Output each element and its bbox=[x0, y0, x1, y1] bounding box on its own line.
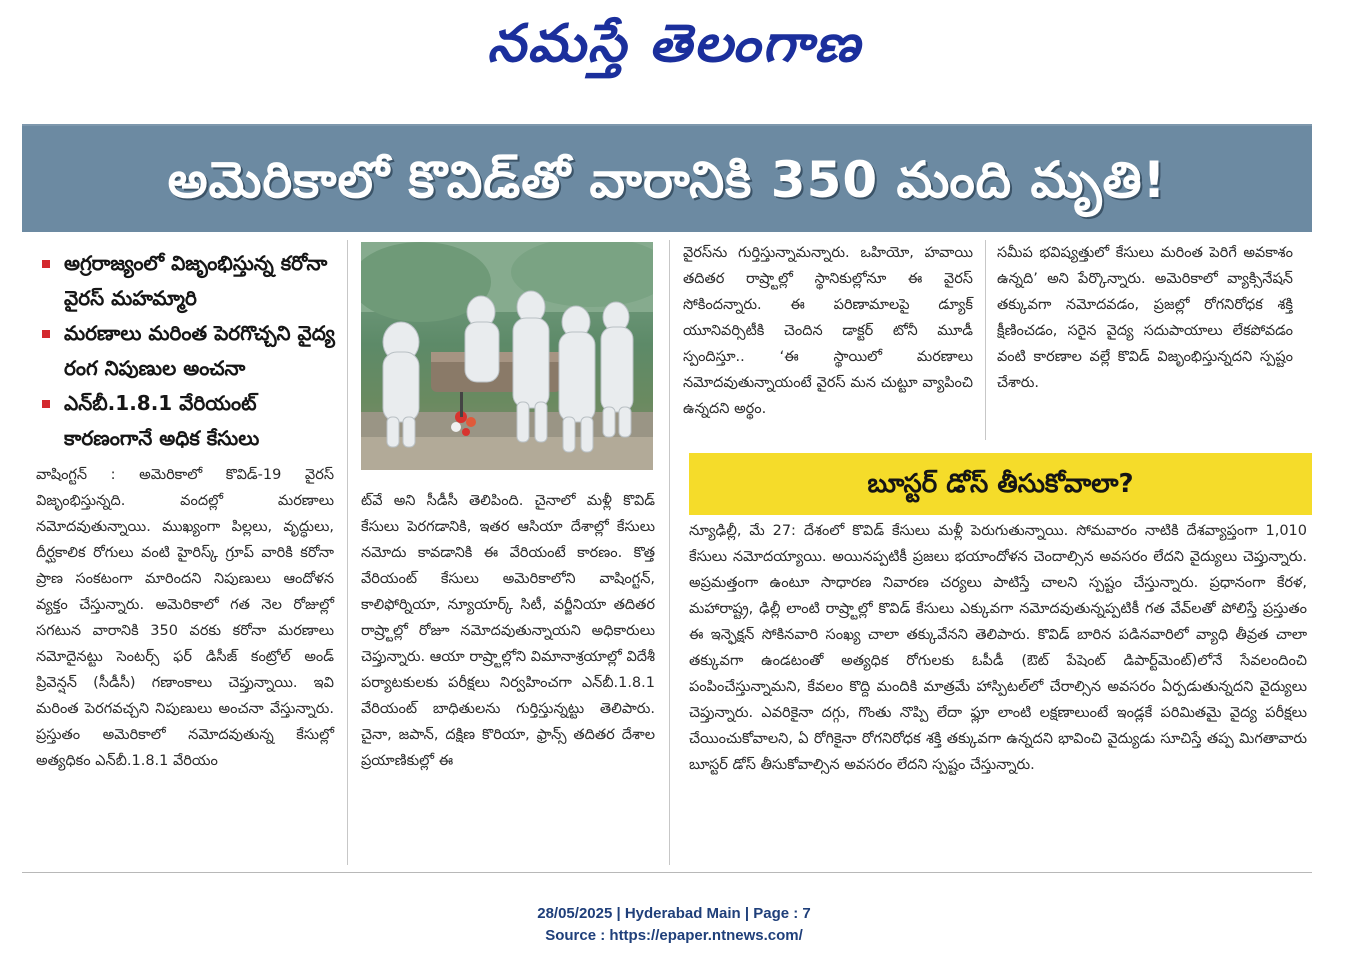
article-column-1 bbox=[36, 462, 334, 774]
bullet-square-icon bbox=[42, 330, 50, 338]
bullet-square-icon bbox=[42, 400, 50, 408]
sub-article-text: న్యూఢిల్లీ, మే 27: దేశంలో కొవిడ్‌ కేసులు మళ్లీ పెరుగుతున్నాయి. సోమవారం నాటికి దేశవ్యాప్తంగా 1,010 కేసులు నమోదయ్యాయి. అయినప్పటికీ ప్రజలు భయాందోళన చెందాల్సిన అవసరం లేదని వైద్యులు చెప్తున్నారు. అప్రమత్తంగా ఉంటూ సాధారణ నివారణ చర్యలు పాటిస్తే చాలని స్పష్టం చేస్తున్నారు. ప్రధానంగా కేరళ, మహారాష్ట్ర, ఢిల్లీ లాంటి రాష్ర్టాల్లో కొవిడ్‌ కేసులు ఎక్కువగా నమోదవుతున్నప్పటికీ గత వేవ్‌లతో పోలిస్తే ప్రస్తుతం ఈ ఇన్ఫెక్షన్‌ సోకినవారి సంఖ్య చాలా తక్కువేనని తెలిపారు. కొవిడ్‌ బారిన పడినవారిలో వ్యాధి తీవ్రత చాలా తక్కువగా ఉండటంతో అత్యధిక రోగులకు ఓపీడీ (ఔట్‌ పేషెంట్‌ డిపార్ట్‌మెంట్‌)లోనే సేవలందించి పంపించేస్తున్నామని, కేవలం కొద్ది మందికి మాత్రమే హాస్పిటల్‌లో చేరాల్సిన అవసరం ఏర్పడుతున్నదని వైద్యులు చెప్తున్నారు. ఎవరికైనా దగ్గు, గొంతు నొప్పి లేదా ఫ్లూ లాంటి లక్షణాలుంటే ఇండ్లకే పరిమితమై వైద్య పరీక్షలు చేయించుకోవాలని, ఏ రోగికైనా రోగనిరోధక శక్తి తక్కువగా ఉన్నదని భావించి వైద్యుడు సూచిస్తే తప్ప మిగతావారు బూస్టర్‌ డోస్‌ తీసుకోవాల్సిన అవసరం లేదని స్పష్టం చేస్తున్నారు. bbox=[689, 523, 1307, 773]
bullet-square-icon bbox=[42, 260, 50, 268]
column-divider bbox=[669, 240, 670, 865]
masthead bbox=[0, 4, 1348, 84]
article-column-4 bbox=[997, 240, 1293, 396]
page-footer bbox=[0, 903, 1348, 947]
bottom-divider bbox=[22, 872, 1312, 873]
footer-source-link[interactable]: Source : https://epaper.ntnews.com/ bbox=[545, 927, 803, 944]
headline-band bbox=[22, 124, 1312, 232]
subhead: బూస్టర్‌ డోస్‌ తీసుకోవాలా? bbox=[867, 469, 1134, 499]
ppe-workers-photo-illustration bbox=[361, 242, 653, 470]
column-divider bbox=[985, 240, 986, 440]
subhead-band bbox=[689, 453, 1312, 515]
bullet-text: మరణాలు మరింత పెరగొచ్చని వైద్య రంగ నిపుణుల అంచనా bbox=[64, 321, 335, 380]
headline: అమెరికాలో కొవిడ్‌తో వారానికి 350 మంది మృతి! bbox=[167, 151, 1167, 209]
column-text: వైరస్‌ను గుర్తిస్తున్నామన్నారు. ఒహియో, హవాయి తదితర రాష్ర్టాల్లో స్థానికుల్లోనూ ఈ వైరస్‌ సోకిందన్నారు. ఈ పరిణామాలపై డ్యూక్‌ యూనివర్సిటీకి చెందిన డాక్టర్‌ టోనీ మూడీ స్పందిస్తూ.. ‘ఈ స్థాయిలో మరణాలు నమోదవుతున్నాయంటే వైరస్‌ మన చుట్టూ వ్యాపించి ఉన్నదని అర్థం. bbox=[683, 245, 973, 417]
column-divider bbox=[347, 240, 348, 865]
news-photo bbox=[361, 242, 653, 470]
bullet-item bbox=[36, 316, 346, 386]
bullet-item bbox=[36, 246, 346, 316]
sub-article-body bbox=[689, 518, 1307, 778]
bullet-text: ఎన్‌బీ.1.8.1 వేరియంట్‌ కారణంగానే అధిక కేసులు bbox=[64, 391, 260, 450]
footer-date-edition: 28/05/2025 | Hyderabad Main | Page : 7 bbox=[537, 905, 811, 922]
article-column-2 bbox=[361, 488, 655, 774]
bullet-text: అగ్రరాజ్యంలో విజృంభిస్తున్న కరోనా వైరస్‌ మహమ్మారి bbox=[64, 251, 328, 310]
column-text: ట్‌వే అని సీడీసీ తెలిపింది. చైనాలో మళ్లీ కొవిడ్‌ కేసులు పెరగడానికి, ఇతర ఆసియా దేశాల్లో కేసులు నమోదు కావడానికి ఈ వేరియంటే కారణం. కొత్త వేరియంట్‌ కేసులు అమెరికాలోని వాషింగ్టన్‌, కాలిఫోర్నియా, న్యూయార్క్‌ సిటీ, వర్జీనియా తదితర రాష్ర్టాల్లో రోజూ నమోదవుతున్నాయని అధికారులు చెప్తున్నారు. ఆయా రాష్ర్టాల్లోని విమానాశ్రయాల్లో విదేశీ పర్యాటకులకు పరీక్షలు నిర్వహించగా ఎన్‌బీ.1.8.1 వేరియంట్‌ బాధితులను గుర్తిస్తున్నట్టు తెలిపారు. చైనా, జపాన్‌, దక్షిణ కొరియా, ఫ్రాన్స్‌ తదితర దేశాల ప్రయాణికుల్లో ఈ bbox=[361, 493, 655, 769]
article-column-3 bbox=[683, 240, 973, 422]
column-text: సమీప భవిష్యత్తులో కేసులు మరింత పెరిగే అవకాశం ఉన్నది’ అని పేర్కొన్నారు. అమెరికాలో వ్యాక్సినేషన్‌ తక్కువగా నమోదవడం, ప్రజల్లో రోగనిరోధక శక్తి క్షీణించడం, సరైన వైద్య సదుపాయాలు లేకపోవడం వంటి కారణాల వల్లే కొవిడ్‌ విజృంభిస్తున్నదని స్పష్టం చేశారు. bbox=[997, 245, 1293, 391]
bullet-item bbox=[36, 386, 346, 456]
masthead-logo: నమస్తే తెలంగాణ bbox=[486, 14, 862, 74]
highlight-bullets bbox=[36, 246, 346, 456]
column-text: వాషింగ్టన్‌ : అమెరికాలో కొవిడ్‌-19 వైరస్‌ విజృంభిస్తున్నది. వందల్లో మరణాలు నమోదవుతున్నాయి. ముఖ్యంగా పిల్లలు, వృద్ధులు, దీర్ఘకాలిక రోగులు వంటి హైరిస్క్‌ గ్రూప్‌ వారికి కరోనా ప్రాణ సంకటంగా మారిందని నిపుణులు ఆందోళన వ్యక్తం చేస్తున్నారు. అమెరికాలో గత నెల రోజుల్లో సగటున వారానికి 350 వరకు కరోనా మరణాలు నమోదైనట్టు సెంటర్స్‌ ఫర్‌ డిసీజ్‌ కంట్రోల్‌ అండ్‌ ప్రివెన్షన్‌ (సీడీసీ) గణాంకాలు చెప్తున్నాయి. ఇవి మరింత పెరగవచ్చని నిపుణులు అంచనా వేస్తున్నారు. ప్రస్తుతం అమెరికాలో నమోదవుతున్న కేసుల్లో అత్యధికం ఎన్‌బీ.1.8.1 వేరియం bbox=[36, 467, 334, 769]
